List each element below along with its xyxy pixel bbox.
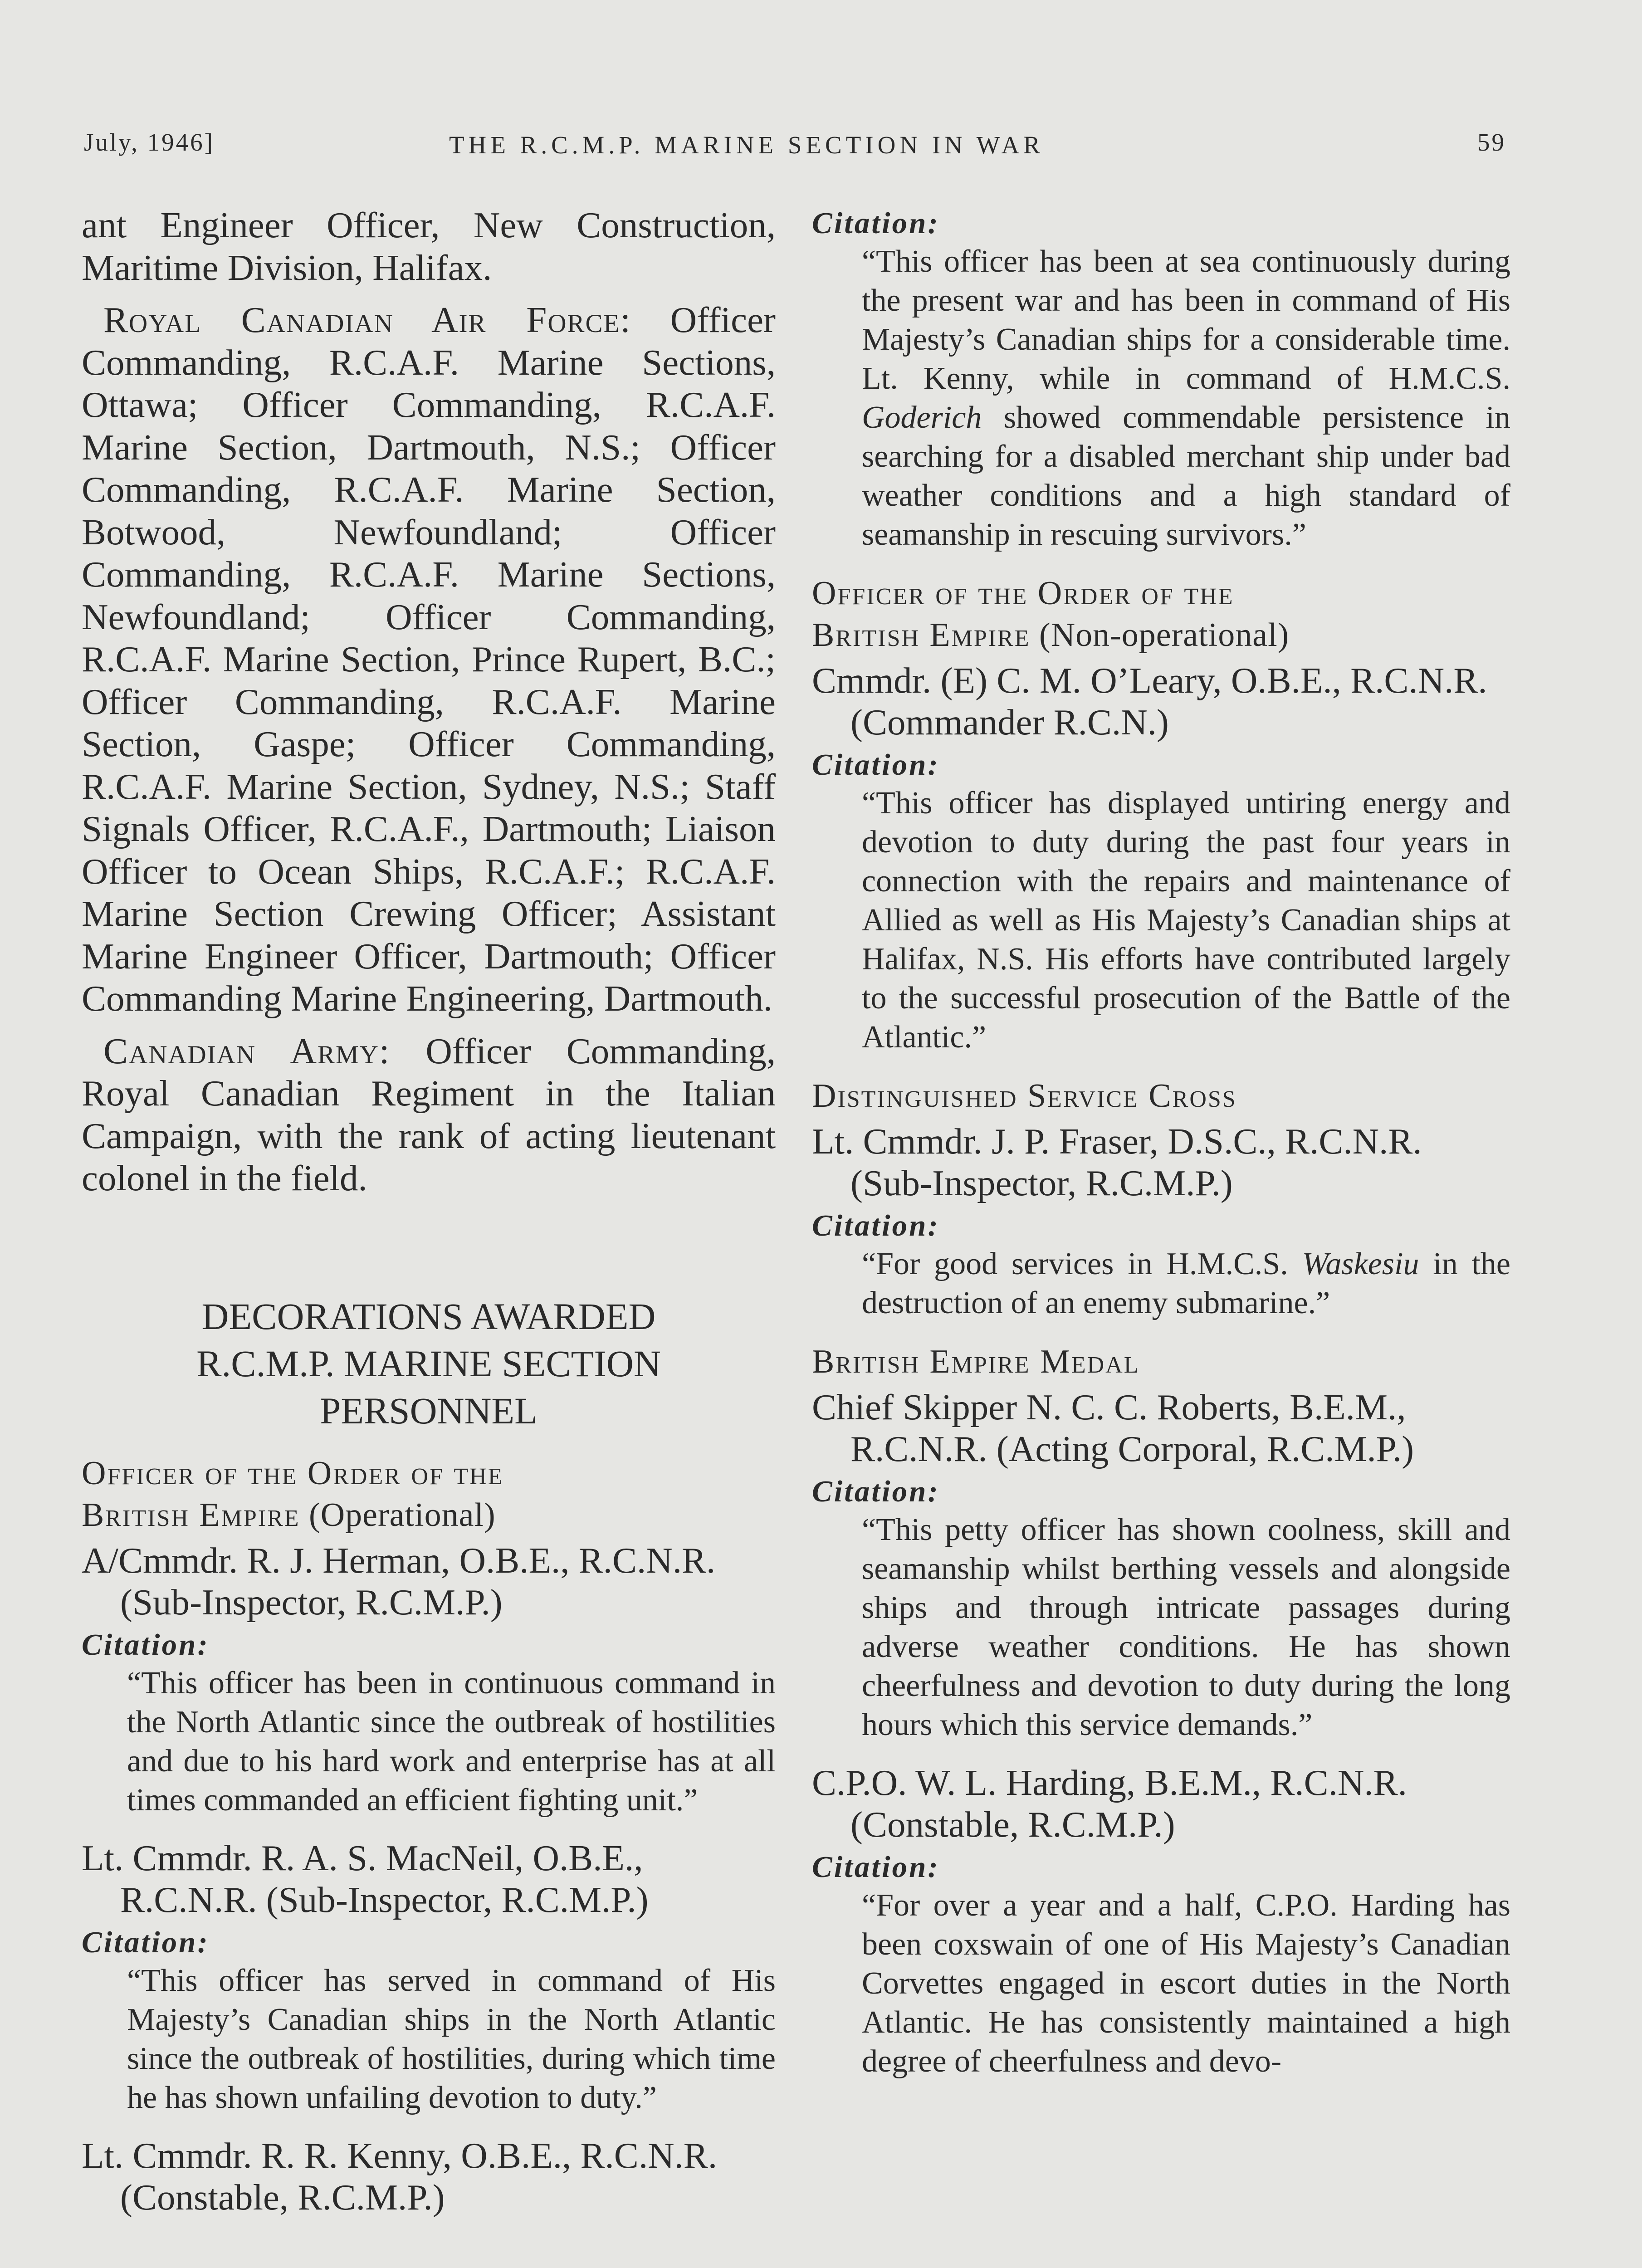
dsc-heading: Distinguished Service Cross bbox=[812, 1077, 1237, 1114]
recipient-name: Lt. Cmmdr. J. P. Fraser, D.S.C., R.C.N.R. (Sub-Inspector, R.C.M.P.) bbox=[812, 1121, 1422, 1203]
left-column bbox=[82, 204, 776, 2218]
army-label: Canadian Army: bbox=[103, 1030, 391, 1071]
heading-line bbox=[82, 1494, 776, 1536]
heading-line: Officer of the Order of the bbox=[82, 1454, 504, 1492]
obe-nonoperational-heading bbox=[812, 572, 1510, 656]
citation-segment: in the destruction of an enemy submarine.” bbox=[862, 1246, 1511, 1320]
header-title: THE R.C.M.P. MARINE SECTION IN WAR bbox=[449, 131, 1044, 159]
citation-text: “This officer has been in continuous command in the North Atlantic since the outbreak of hostilities and due to his hard work and enterprise has at all times commanded an efficient fighting unit.” bbox=[127, 1665, 776, 1818]
page-number: 59 bbox=[1477, 128, 1506, 156]
recipient-name: Chief Skipper N. C. C. Roberts, B.E.M., R.C.N.R. (Acting Corporal, R.C.M.P.) bbox=[812, 1387, 1414, 1469]
citation-segment: “For good services in H.M.C.S. bbox=[862, 1246, 1302, 1281]
section-title-line: DECORATIONS AWARDED bbox=[201, 1295, 656, 1337]
citation-label: Citation: bbox=[812, 1475, 940, 1508]
running-header bbox=[84, 128, 1506, 164]
ship-name: Waskesiu bbox=[1302, 1246, 1419, 1281]
heading-smallcaps: British Empire bbox=[812, 616, 1031, 654]
recipient-name: A/Cmmdr. R. J. Herman, O.B.E., R.C.N.R. (Sub-Inspector, R.C.M.P.) bbox=[82, 1540, 716, 1623]
obe-operational-heading bbox=[82, 1452, 776, 1536]
rcaf-paragraph bbox=[82, 299, 776, 1020]
recipient-name: C.P.O. W. L. Harding, B.E.M., R.C.N.R. (Constable, R.C.M.P.) bbox=[812, 1762, 1407, 1845]
citation-text bbox=[812, 1245, 1510, 1323]
citation-segment: showed commendable persistence in searching for a disabled merchant ship under bad weather conditions and a high standard of seamanship in rescuing survivors.” bbox=[862, 400, 1510, 552]
citation-text bbox=[812, 242, 1510, 554]
recipient-name: Lt. Cmmdr. R. R. Kenny, O.B.E., R.C.N.R. (Constable, R.C.M.P.) bbox=[82, 2135, 718, 2218]
bem-heading: British Empire Medal bbox=[812, 1343, 1140, 1380]
right-column bbox=[812, 204, 1510, 2098]
citation-label: Citation: bbox=[82, 1628, 210, 1662]
section-title-line: R.C.M.P. MARINE SECTION bbox=[196, 1342, 661, 1384]
rcaf-label: Royal Canadian Air Force: bbox=[103, 299, 631, 340]
rcaf-text: Officer Commanding, R.C.A.F. Marine Sections, Ottawa; Officer Commanding, R.C.A.F. Marine Section, Dartmouth, N.S.; Officer Commanding, R.C.A.F. Marine Section, Botwood, Newfoundland; Officer Commanding, R.C.A.F. Marine Sections, Newfoundland; Officer Commanding, R.C.A.F. Marine Section, Prince Rupert, B.C.; Officer Commanding, R.C.A.F. Marine Section, Gaspe; Officer Commanding, R.C.A.F. Marine Section, Sydney, N.S.; Staff Signals Officer, R.C.A.F., Dartmouth; Liaison Officer to Ocean Ships, R.C.A.F.; R.C.A.F. Marine Section Crewing Officer; Assistant Marine Engineer Officer, Dartmouth; Officer Commanding Marine Engineering, Dartmouth. bbox=[82, 299, 776, 1019]
heading-line bbox=[812, 614, 1510, 656]
section-title-line: PERSONNEL bbox=[320, 1389, 538, 1432]
heading-smallcaps: British Empire bbox=[82, 1496, 300, 1534]
heading-qualifier: (Non-operational) bbox=[1030, 616, 1290, 654]
citation-text: “This officer has served in command of His Majesty’s Canadian ships in the North Atlantic since the outbreak of hostilities, during which time he has shown unfailing devotion to duty.” bbox=[127, 1963, 776, 2115]
recipient-name: Lt. Cmmdr. R. A. S. MacNeil, O.B.E., R.C.N.R. (Sub-Inspector, R.C.M.P.) bbox=[82, 1837, 649, 1920]
citation-text: “This petty officer has shown coolness, skill and seamanship whilst berthing vessels and alongside ships and through intricate passages during adverse weather conditions. He has shown cheerfulness and devotion to duty during the long hours which this service demands.” bbox=[862, 1512, 1510, 1742]
citation-text: “This officer has displayed untiring energy and devotion to duty during the past four years in connection with the repairs and maintenance of Allied as well as His Majesty’s Canadian ships at Halifax, N.S. His efforts have contributed largely to the successful prosecution of the Battle of the Atlantic.” bbox=[862, 786, 1510, 1055]
citation-text: “For over a year and a half, C.P.O. Harding has been coxswain of one of His Majesty’s Canadian Corvettes engaged in escort duties in the North Atlantic. He has consistently maintained a high degree of cheerfulness and devo- bbox=[862, 1888, 1510, 2079]
heading-qualifier: (Operational) bbox=[300, 1496, 496, 1534]
section-title bbox=[82, 1293, 776, 1434]
army-paragraph bbox=[82, 1030, 776, 1200]
recipient-name: Cmmdr. (E) C. M. O’Leary, O.B.E., R.C.N.R. (Commander R.C.N.) bbox=[812, 660, 1487, 743]
citation-segment: “This officer has been at sea continuously during the present war and has been in command of His Majesty’s Canadian ships for a considerable time. Lt. Kenny, while in command of H.M.C.S. bbox=[862, 244, 1510, 396]
citation-label: Citation: bbox=[812, 206, 940, 240]
heading-line: Officer of the Order of the bbox=[812, 575, 1234, 612]
citation-label: Citation: bbox=[812, 1209, 940, 1242]
army-text: Officer Commanding, Royal Canadian Regiment in the Italian Campaign, with the rank of acting lieutenant colonel in the field. bbox=[82, 1030, 776, 1198]
ship-name: Goderich bbox=[862, 400, 982, 435]
header-date: July, 1946] bbox=[84, 128, 215, 156]
citation-label: Citation: bbox=[812, 1850, 940, 1884]
citation-label: Citation: bbox=[812, 748, 940, 782]
intro-paragraph: ant Engineer Officer, New Construction, Maritime Division, Halifax. bbox=[82, 205, 776, 288]
citation-label: Citation: bbox=[82, 1925, 210, 1959]
